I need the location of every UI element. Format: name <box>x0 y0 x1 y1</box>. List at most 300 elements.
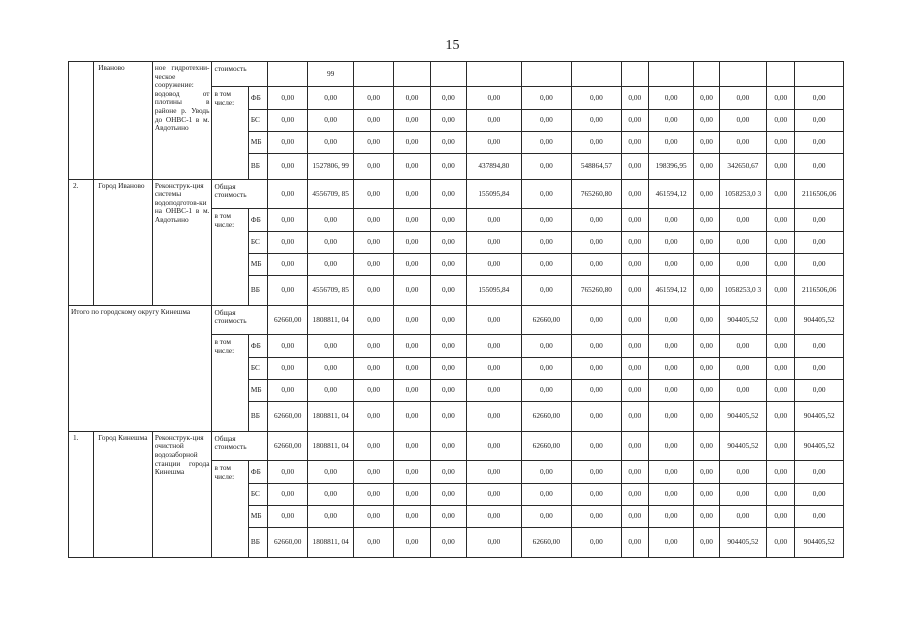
value-cell: 0,00 <box>767 231 795 253</box>
value-cell: 0,00 <box>467 87 522 109</box>
value-cell: 904405,52 <box>795 402 844 432</box>
value-cell: 0,00 <box>353 276 393 306</box>
value-cell: 0,00 <box>572 131 622 153</box>
value-cell: 904405,52 <box>795 431 844 461</box>
value-cell: 0,00 <box>430 231 466 253</box>
row-number <box>69 62 94 180</box>
value-cell: 0,00 <box>268 87 308 109</box>
value-cell: 0,00 <box>467 402 522 432</box>
value-cell: 0,00 <box>767 505 795 527</box>
value-cell: 0,00 <box>694 357 719 379</box>
value-cell: 0,00 <box>521 357 572 379</box>
value-cell: 0,00 <box>694 253 719 275</box>
value-cell: 0,00 <box>621 379 648 401</box>
value-cell: 0,00 <box>268 379 308 401</box>
value-cell: 0,00 <box>795 379 844 401</box>
value-cell: 0,00 <box>308 379 353 401</box>
value-cell: 0,00 <box>394 402 430 432</box>
value-cell: 198396,95 <box>648 154 693 179</box>
value-cell: 0,00 <box>430 179 466 209</box>
value-cell: 0,00 <box>572 431 622 461</box>
value-cell: 0,00 <box>467 209 522 231</box>
value-cell: 0,00 <box>521 131 572 153</box>
value-cell: 0,00 <box>467 505 522 527</box>
value-cell: 0,00 <box>430 209 466 231</box>
value-cell: 0,00 <box>795 109 844 131</box>
source-label: ФБ <box>248 209 267 231</box>
value-cell: 0,00 <box>353 179 393 209</box>
value-cell: 0,00 <box>467 305 522 335</box>
value-cell: 0,00 <box>572 461 622 483</box>
value-cell: 1808811, 04 <box>308 305 353 335</box>
value-cell: 0,00 <box>521 276 572 306</box>
value-cell: 1808811, 04 <box>308 402 353 432</box>
value-cell: 0,00 <box>767 253 795 275</box>
value-cell: 0,00 <box>430 87 466 109</box>
value-cell: 0,00 <box>521 253 572 275</box>
value-cell: 62660,00 <box>268 305 308 335</box>
value-cell: 0,00 <box>430 402 466 432</box>
value-cell: 0,00 <box>694 109 719 131</box>
value-cell: 0,00 <box>353 209 393 231</box>
value-cell: 0,00 <box>268 357 308 379</box>
value-cell: 0,00 <box>394 253 430 275</box>
value-cell: 0,00 <box>394 483 430 505</box>
value-cell: 0,00 <box>353 154 393 179</box>
value-cell: 0,00 <box>467 131 522 153</box>
value-cell: 0,00 <box>353 483 393 505</box>
value-cell: 0,00 <box>430 357 466 379</box>
source-label: ВБ <box>248 154 267 179</box>
source-label: БС <box>248 109 267 131</box>
value-cell: 0,00 <box>394 505 430 527</box>
value-cell <box>268 62 308 87</box>
value-cell: 0,00 <box>648 528 693 558</box>
value-cell: 904405,52 <box>795 528 844 558</box>
value-cell: 342650,67 <box>719 154 766 179</box>
cost-label: Общая стоимость <box>212 305 268 335</box>
page-number: 15 <box>445 38 460 53</box>
value-cell: 0,00 <box>521 209 572 231</box>
location-cell: Иваново <box>94 62 153 180</box>
value-cell: 2116506,06 <box>795 179 844 209</box>
value-cell: 0,00 <box>394 87 430 109</box>
value-cell: 437894,80 <box>467 154 522 179</box>
value-cell: 0,00 <box>521 154 572 179</box>
value-cell: 0,00 <box>694 483 719 505</box>
value-cell: 0,00 <box>767 431 795 461</box>
value-cell: 0,00 <box>268 109 308 131</box>
value-cell: 0,00 <box>308 253 353 275</box>
value-cell: 0,00 <box>621 87 648 109</box>
value-cell: 0,00 <box>767 154 795 179</box>
incl-label: в том числе: <box>212 209 248 305</box>
value-cell: 0,00 <box>353 253 393 275</box>
value-cell: 461594,12 <box>648 179 693 209</box>
value-cell: 0,00 <box>430 305 466 335</box>
source-label: БС <box>248 231 267 253</box>
value-cell: 62660,00 <box>521 431 572 461</box>
value-cell: 0,00 <box>795 253 844 275</box>
value-cell: 0,00 <box>621 461 648 483</box>
source-label: БС <box>248 483 267 505</box>
value-cell: 0,00 <box>394 305 430 335</box>
value-cell <box>719 62 766 87</box>
value-cell: 0,00 <box>621 505 648 527</box>
value-cell: 0,00 <box>719 209 766 231</box>
value-cell: 0,00 <box>648 461 693 483</box>
value-cell: 0,00 <box>467 335 522 357</box>
value-cell: 0,00 <box>572 379 622 401</box>
value-cell: 0,00 <box>353 231 393 253</box>
value-cell: 155095,84 <box>467 276 522 306</box>
value-cell: 0,00 <box>268 461 308 483</box>
value-cell: 1527806, 99 <box>308 154 353 179</box>
value-cell <box>795 62 844 87</box>
value-cell: 0,00 <box>795 335 844 357</box>
value-cell: 0,00 <box>430 431 466 461</box>
value-cell: 0,00 <box>308 357 353 379</box>
value-cell: 0,00 <box>648 505 693 527</box>
value-cell: 62660,00 <box>521 402 572 432</box>
value-cell: 904405,52 <box>719 402 766 432</box>
value-cell: 0,00 <box>719 253 766 275</box>
value-cell: 0,00 <box>719 461 766 483</box>
value-cell <box>467 62 522 87</box>
value-cell: 0,00 <box>430 528 466 558</box>
value-cell: 0,00 <box>694 87 719 109</box>
value-cell: 0,00 <box>621 131 648 153</box>
value-cell: 0,00 <box>394 379 430 401</box>
value-cell: 0,00 <box>767 335 795 357</box>
value-cell <box>572 62 622 87</box>
value-cell: 0,00 <box>353 131 393 153</box>
value-cell: 0,00 <box>268 154 308 179</box>
value-cell: 0,00 <box>521 335 572 357</box>
incl-label: в том числе: <box>212 461 248 558</box>
value-cell: 0,00 <box>719 505 766 527</box>
value-cell: 99 <box>308 62 353 87</box>
value-cell: 0,00 <box>572 109 622 131</box>
source-label: МБ <box>248 379 267 401</box>
value-cell: 0,00 <box>719 109 766 131</box>
value-cell: 0,00 <box>308 131 353 153</box>
value-cell: 0,00 <box>268 179 308 209</box>
value-cell: 0,00 <box>268 253 308 275</box>
value-cell: 0,00 <box>767 379 795 401</box>
value-cell: 0,00 <box>572 528 622 558</box>
value-cell: 0,00 <box>521 179 572 209</box>
value-cell: 0,00 <box>353 505 393 527</box>
value-cell: 0,00 <box>621 154 648 179</box>
value-cell: 0,00 <box>795 231 844 253</box>
value-cell <box>648 62 693 87</box>
value-cell: 62660,00 <box>268 431 308 461</box>
value-cell <box>353 62 393 87</box>
value-cell: 0,00 <box>308 335 353 357</box>
block-title: Итого по городскому округу Кинешма <box>69 305 212 431</box>
object-name: ное гидротехни-ческое сооружение: водовод от плотины в районе р. Уводь до ОНВС-1 в м. Авдотьино <box>152 62 212 180</box>
value-cell: 0,00 <box>621 335 648 357</box>
value-cell: 0,00 <box>353 335 393 357</box>
value-cell: 0,00 <box>572 505 622 527</box>
value-cell: 0,00 <box>353 528 393 558</box>
value-cell: 0,00 <box>621 276 648 306</box>
source-label: МБ <box>248 505 267 527</box>
value-cell: 0,00 <box>694 528 719 558</box>
value-cell: 0,00 <box>268 276 308 306</box>
value-cell: 0,00 <box>648 109 693 131</box>
value-cell: 0,00 <box>767 528 795 558</box>
value-cell: 62660,00 <box>521 528 572 558</box>
value-cell: 0,00 <box>795 461 844 483</box>
value-cell: 0,00 <box>621 305 648 335</box>
value-cell: 904405,52 <box>795 305 844 335</box>
value-cell: 0,00 <box>268 209 308 231</box>
source-label: МБ <box>248 131 267 153</box>
value-cell: 0,00 <box>621 179 648 209</box>
value-cell: 0,00 <box>572 87 622 109</box>
table-row <box>69 431 844 461</box>
value-cell: 1058253,0 3 <box>719 276 766 306</box>
value-cell: 0,00 <box>621 357 648 379</box>
value-cell: 0,00 <box>621 431 648 461</box>
value-cell: 0,00 <box>694 154 719 179</box>
value-cell: 0,00 <box>694 379 719 401</box>
value-cell: 0,00 <box>572 335 622 357</box>
value-cell: 0,00 <box>694 276 719 306</box>
value-cell: 0,00 <box>308 483 353 505</box>
value-cell: 0,00 <box>521 87 572 109</box>
value-cell: 62660,00 <box>521 305 572 335</box>
value-cell: 0,00 <box>648 431 693 461</box>
value-cell: 0,00 <box>430 109 466 131</box>
value-cell: 0,00 <box>621 402 648 432</box>
value-cell: 0,00 <box>268 131 308 153</box>
value-cell: 0,00 <box>648 209 693 231</box>
value-cell: 0,00 <box>394 154 430 179</box>
value-cell: 0,00 <box>308 109 353 131</box>
value-cell: 0,00 <box>353 109 393 131</box>
incl-label: в том числе: <box>212 87 248 179</box>
value-cell: 0,00 <box>767 305 795 335</box>
value-cell: 0,00 <box>572 483 622 505</box>
value-cell <box>394 62 430 87</box>
table-row <box>69 62 844 87</box>
value-cell: 0,00 <box>694 431 719 461</box>
value-cell: 0,00 <box>308 231 353 253</box>
value-cell: 0,00 <box>719 357 766 379</box>
value-cell: 0,00 <box>268 483 308 505</box>
source-label: ВБ <box>248 276 267 306</box>
value-cell: 0,00 <box>353 357 393 379</box>
value-cell: 0,00 <box>467 528 522 558</box>
source-label: БС <box>248 357 267 379</box>
value-cell: 0,00 <box>795 131 844 153</box>
value-cell: 0,00 <box>648 131 693 153</box>
value-cell: 0,00 <box>621 253 648 275</box>
budget-table <box>68 61 844 558</box>
value-cell: 2116506,06 <box>795 276 844 306</box>
value-cell: 0,00 <box>467 483 522 505</box>
value-cell: 0,00 <box>719 231 766 253</box>
value-cell: 0,00 <box>353 379 393 401</box>
value-cell: 0,00 <box>521 379 572 401</box>
value-cell: 155095,84 <box>467 179 522 209</box>
object-name: Реконструк-ция системы водоподготов-ки на ОНВС-1 в м. Авдотьино <box>152 179 212 305</box>
row-number: 2. <box>69 179 94 305</box>
value-cell: 0,00 <box>694 305 719 335</box>
value-cell: 0,00 <box>521 483 572 505</box>
value-cell: 0,00 <box>430 483 466 505</box>
value-cell: 0,00 <box>430 335 466 357</box>
location-cell: Город Иваново <box>94 179 153 305</box>
value-cell: 0,00 <box>719 87 766 109</box>
value-cell: 0,00 <box>394 231 430 253</box>
value-cell: 0,00 <box>394 431 430 461</box>
value-cell <box>521 62 572 87</box>
value-cell: 0,00 <box>572 209 622 231</box>
value-cell: 0,00 <box>353 305 393 335</box>
value-cell: 0,00 <box>394 209 430 231</box>
value-cell: 0,00 <box>767 357 795 379</box>
value-cell: 0,00 <box>767 276 795 306</box>
value-cell: 0,00 <box>308 209 353 231</box>
value-cell: 1808811, 04 <box>308 528 353 558</box>
value-cell: 765260,80 <box>572 276 622 306</box>
value-cell: 0,00 <box>430 131 466 153</box>
value-cell: 0,00 <box>719 335 766 357</box>
value-cell: 0,00 <box>767 87 795 109</box>
value-cell: 0,00 <box>694 335 719 357</box>
cost-label: стоимость <box>212 62 268 87</box>
value-cell: 0,00 <box>521 461 572 483</box>
value-cell: 0,00 <box>795 154 844 179</box>
value-cell: 0,00 <box>467 461 522 483</box>
value-cell: 0,00 <box>430 154 466 179</box>
source-label: ФБ <box>248 461 267 483</box>
value-cell <box>621 62 648 87</box>
value-cell: 0,00 <box>767 179 795 209</box>
value-cell: 0,00 <box>648 335 693 357</box>
value-cell: 0,00 <box>394 131 430 153</box>
value-cell: 0,00 <box>308 87 353 109</box>
value-cell: 0,00 <box>648 87 693 109</box>
value-cell: 0,00 <box>648 253 693 275</box>
value-cell: 0,00 <box>353 431 393 461</box>
value-cell: 461594,12 <box>648 276 693 306</box>
value-cell: 0,00 <box>767 461 795 483</box>
value-cell: 0,00 <box>621 209 648 231</box>
value-cell: 0,00 <box>521 109 572 131</box>
value-cell: 0,00 <box>268 231 308 253</box>
source-label: ВБ <box>248 528 267 558</box>
value-cell: 1808811, 04 <box>308 431 353 461</box>
value-cell: 0,00 <box>394 461 430 483</box>
value-cell: 0,00 <box>795 209 844 231</box>
location-cell: Город Кинешма <box>94 431 153 557</box>
value-cell: 0,00 <box>353 461 393 483</box>
source-label: ВБ <box>248 402 267 432</box>
value-cell: 0,00 <box>430 461 466 483</box>
value-cell: 62660,00 <box>268 528 308 558</box>
value-cell: 0,00 <box>648 402 693 432</box>
value-cell: 765260,80 <box>572 179 622 209</box>
value-cell: 0,00 <box>795 483 844 505</box>
value-cell: 904405,52 <box>719 305 766 335</box>
value-cell: 0,00 <box>694 461 719 483</box>
value-cell: 0,00 <box>572 305 622 335</box>
value-cell: 0,00 <box>467 379 522 401</box>
value-cell: 0,00 <box>353 87 393 109</box>
value-cell: 0,00 <box>394 276 430 306</box>
value-cell: 0,00 <box>694 179 719 209</box>
value-cell: 0,00 <box>268 505 308 527</box>
value-cell: 0,00 <box>394 528 430 558</box>
row-number: 1. <box>69 431 94 557</box>
cost-label: Общая стоимость <box>212 179 268 209</box>
value-cell: 0,00 <box>353 402 393 432</box>
value-cell: 0,00 <box>719 379 766 401</box>
value-cell: 904405,52 <box>719 431 766 461</box>
value-cell: 0,00 <box>572 357 622 379</box>
value-cell: 0,00 <box>648 231 693 253</box>
value-cell: 0,00 <box>572 231 622 253</box>
value-cell: 62660,00 <box>268 402 308 432</box>
table-row <box>69 305 844 335</box>
value-cell: 0,00 <box>621 231 648 253</box>
value-cell: 548864,57 <box>572 154 622 179</box>
value-cell: 1058253,0 3 <box>719 179 766 209</box>
value-cell: 0,00 <box>767 209 795 231</box>
value-cell: 4556709, 85 <box>308 276 353 306</box>
value-cell: 0,00 <box>308 505 353 527</box>
value-cell: 0,00 <box>394 357 430 379</box>
table-body <box>69 62 844 558</box>
value-cell: 0,00 <box>648 483 693 505</box>
value-cell: 0,00 <box>521 231 572 253</box>
value-cell: 0,00 <box>694 505 719 527</box>
value-cell: 0,00 <box>394 335 430 357</box>
value-cell: 0,00 <box>467 357 522 379</box>
value-cell: 0,00 <box>694 402 719 432</box>
value-cell: 0,00 <box>430 253 466 275</box>
source-label: МБ <box>248 253 267 275</box>
value-cell: 0,00 <box>795 357 844 379</box>
value-cell: 0,00 <box>648 305 693 335</box>
value-cell: 0,00 <box>467 431 522 461</box>
value-cell <box>430 62 466 87</box>
value-cell: 0,00 <box>694 131 719 153</box>
value-cell: 904405,52 <box>719 528 766 558</box>
value-cell: 0,00 <box>767 131 795 153</box>
value-cell <box>694 62 719 87</box>
value-cell: 0,00 <box>572 402 622 432</box>
value-cell: 0,00 <box>430 276 466 306</box>
value-cell: 0,00 <box>648 357 693 379</box>
value-cell: 0,00 <box>694 231 719 253</box>
source-label: ФБ <box>248 335 267 357</box>
value-cell: 0,00 <box>767 402 795 432</box>
value-cell: 0,00 <box>795 505 844 527</box>
value-cell: 4556709, 85 <box>308 179 353 209</box>
value-cell: 0,00 <box>795 87 844 109</box>
value-cell: 0,00 <box>467 253 522 275</box>
object-name: Реконструк-ция очистной водозаборной станции города Кинешма <box>152 431 212 557</box>
value-cell: 0,00 <box>308 461 353 483</box>
value-cell: 0,00 <box>467 231 522 253</box>
value-cell: 0,00 <box>648 379 693 401</box>
